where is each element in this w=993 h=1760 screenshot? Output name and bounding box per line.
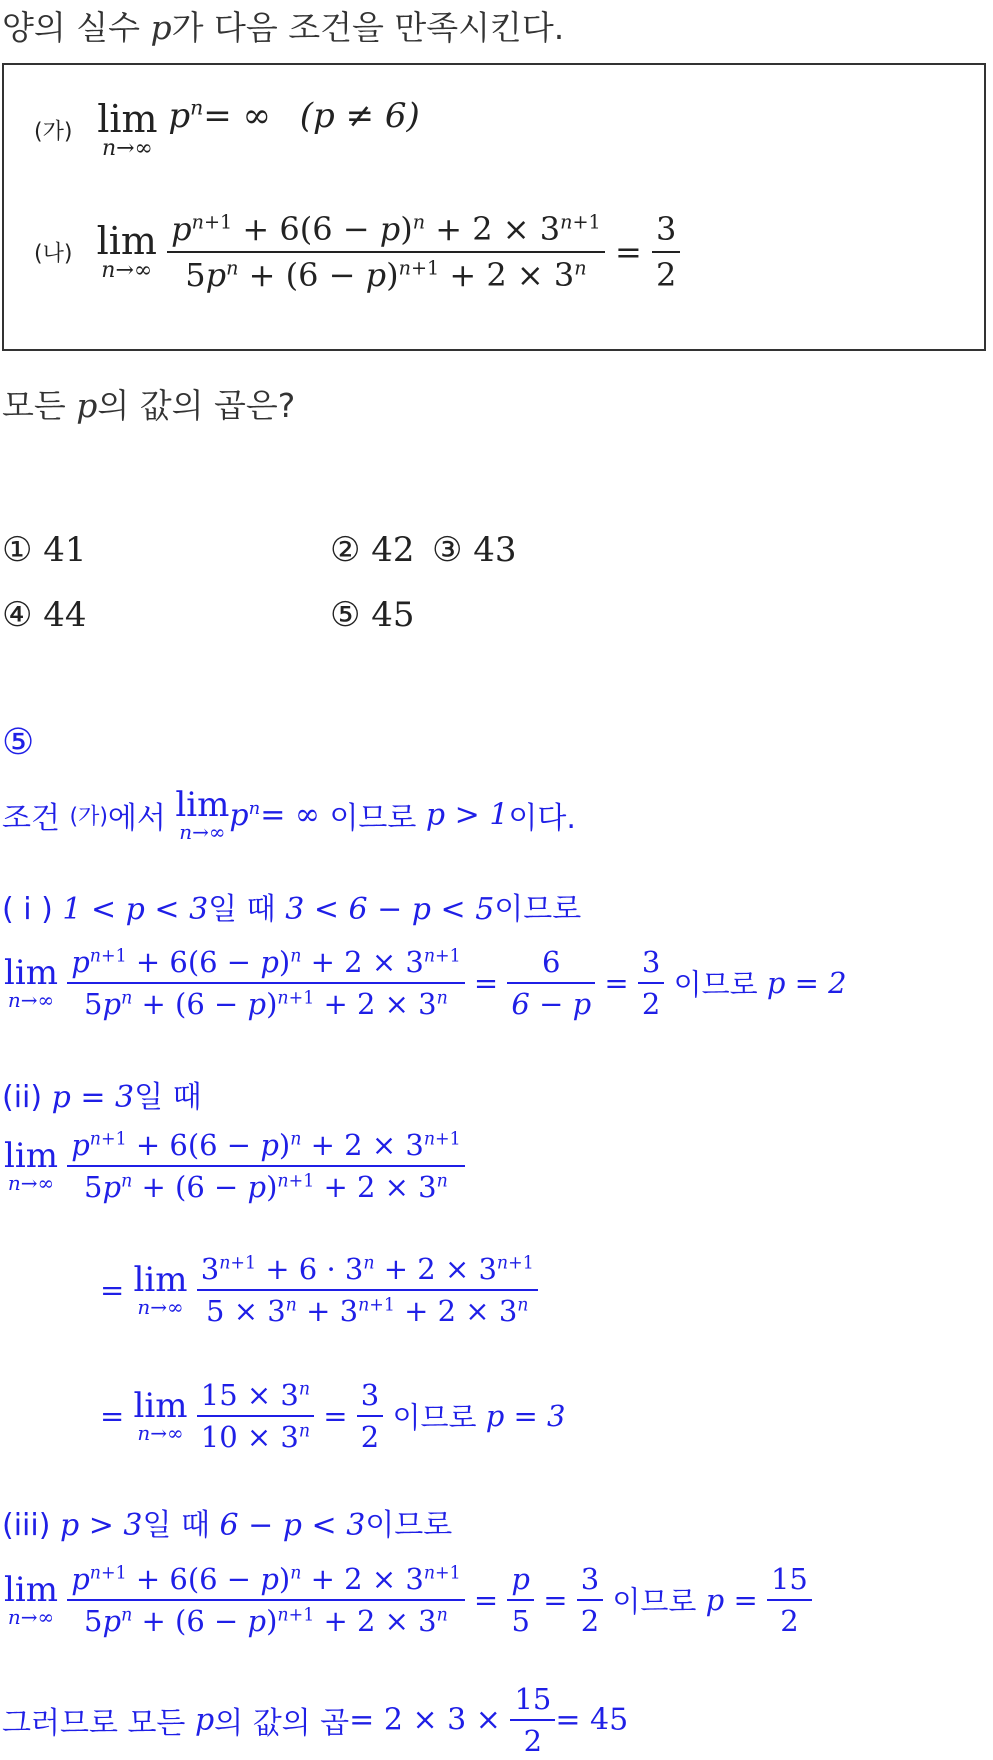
limit-operator: lim n→∞	[133, 1260, 188, 1319]
condition-na-denominator: $5p^n + (6 - p)^{n+1} + 2 \times 3^n$	[167, 251, 605, 294]
case2-step1: lim n→∞ $\frac{p^{n+1} + 6(6 - p)^n + 2 \times 3^{n+1}}{5p^n + (6 - p)^{n+1} + 2 \times 3^n}$	[4, 1128, 465, 1204]
limit-operator: lim n→∞	[4, 1136, 58, 1195]
choice-1[interactable]: ① 41	[2, 530, 87, 570]
condition-na: (나) lim n→∞ $\frac{p^{n+1} + 6(6 - p)^n + 2 \times 3^{n+1}}{5p^n + (6 - p)^{n+1} + 2 \times 3^n}$ = $\frac{3}{2}$	[34, 210, 680, 294]
choice-2[interactable]: ② 42	[330, 530, 415, 570]
case2-step3: = lim n→∞ $\frac{15 \times 3^n}{10 \times 3^n}$ = $\frac{3}{2}$ 이므로 p = 3	[100, 1378, 566, 1454]
condition-ga: (가) lim n→∞ $p^n=$ ∞ (p ≠ 6)	[34, 96, 420, 161]
limit-operator: lim n→∞	[133, 1386, 188, 1445]
condition-na-fraction	[167, 210, 605, 294]
limit-operator: lim n→∞	[175, 785, 230, 844]
case2-step2: = lim n→∞ $\frac{3^{n+1} + 6 \cdot 3^n + 2 \times 3^{n+1}}{5 \times 3^n + 3^{n+1} + 2 \times 3^n}$	[100, 1252, 538, 1328]
case3-equation: lim n→∞ $\frac{p^{n+1} + 6(6 - p)^n + 2 \times 3^{n+1}}{5p^n + (6 - p)^{n+1} + 2 \times 3^n}$ = $\frac{p}{5}$ = $\frac{3}{2}$ 이므로 p = $\frac{15}{2}$	[4, 1562, 812, 1638]
condition-ga-label: (가)	[34, 119, 73, 145]
case1-equation: lim n→∞ $\frac{p^{n+1} + 6(6 - p)^n + 2 \times 3^{n+1}}{5p^n + (6 - p)^{n+1} + 2 \times 3^n}$ = $\frac{6}{6 - p}$ = $\frac{3}{2}$ 이므로 p = 2	[4, 945, 847, 1021]
question-ask: 모든 p의 값의 곱은?	[2, 386, 296, 425]
question-intro: 양의 실수 p가 다음 조건을 만족시킨다.	[2, 8, 565, 47]
solution-answer: ⑤	[2, 722, 35, 763]
case3-header: (iii) p > 3일 때 6 − p < 3이므로	[2, 1508, 453, 1543]
case2-header: (ii) p = 3일 때	[2, 1080, 202, 1115]
case1-header: ( i ) 1 < p < 3일 때 3 < 6 − p < 5이므로	[2, 892, 582, 927]
limit-operator: lim n→∞	[96, 219, 157, 283]
condition-na-numerator: $p^{n+1} + 6(6 - p)^n + 2 \times 3^{n+1}$	[171, 210, 601, 248]
choice-4[interactable]: ④ 44	[2, 595, 87, 635]
condition-na-label: (나)	[34, 241, 73, 267]
choice-3[interactable]: ③ 43	[432, 530, 517, 570]
solution-line1: 조건 (가)에서 lim n→∞ $p^n=$ ∞ 이므로 p > 1이다.	[2, 785, 576, 844]
limit-operator: lim n→∞	[4, 1570, 58, 1629]
choice-5[interactable]: ⑤ 45	[330, 595, 415, 635]
limit-operator: lim n→∞	[4, 953, 58, 1012]
limit-operator: lim n→∞	[97, 97, 158, 161]
condition-ga-note: (p ≠ 6)	[299, 96, 420, 136]
final-answer-line: 그러므로 모든 p의 값의 곱= 2 × 3 × $\frac{15}{2}$ = 45	[2, 1682, 629, 1758]
condition-ga-base: $p^n$	[168, 96, 204, 137]
condition-na-result: $\frac{3}{2}$	[652, 210, 680, 294]
